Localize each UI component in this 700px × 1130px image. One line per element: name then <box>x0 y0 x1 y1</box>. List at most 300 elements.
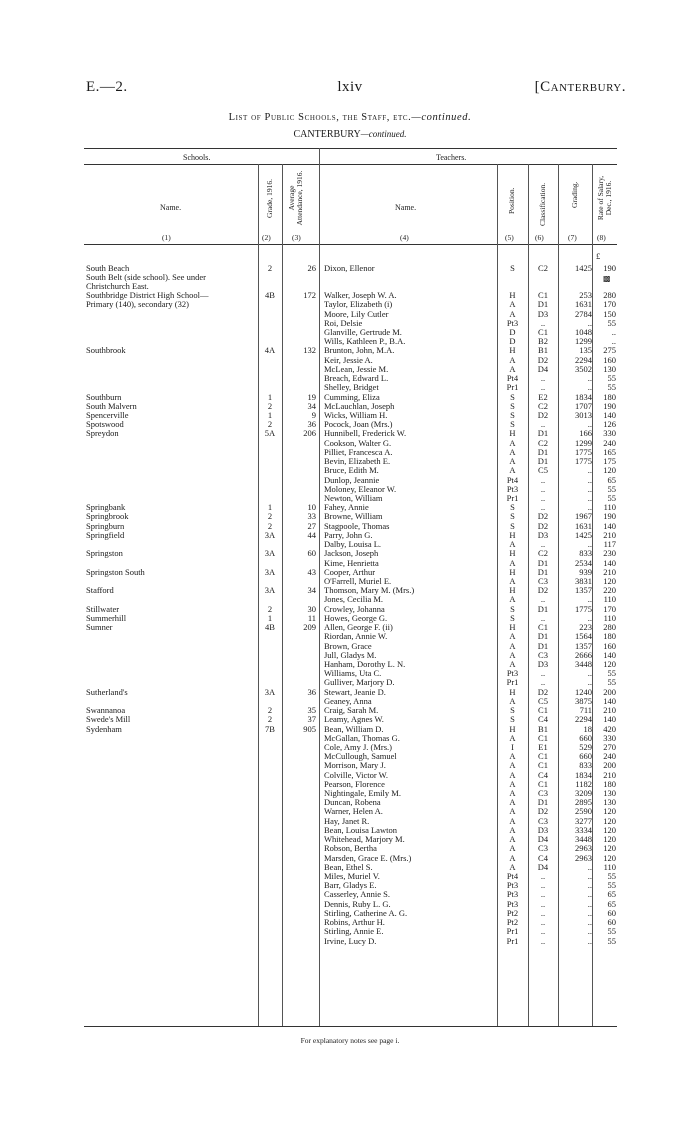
teacher-grading: 2963 <box>575 852 592 863</box>
salary-rate: 240 <box>603 751 616 762</box>
salary-rate: 55 <box>607 677 616 688</box>
teacher-position: A <box>509 299 516 310</box>
salary-rate: 55 <box>607 880 616 891</box>
teacher-classification: C2 <box>538 262 548 273</box>
salary-rate: 120 <box>603 824 616 835</box>
teacher-name: Cookson, Walter G. <box>324 437 392 448</box>
school-name: Springburn <box>86 520 125 531</box>
subtitle-suffix: —continued. <box>360 129 407 139</box>
teacher-position: A <box>509 797 516 808</box>
school-name: Spreydon <box>86 428 119 439</box>
teacher-grading: .. <box>587 668 592 679</box>
teacher-name: Bruce, Edith M. <box>324 465 379 476</box>
school-name: Stafford <box>86 585 114 596</box>
salary-rate: 60 <box>607 907 616 918</box>
salary-rate: 120 <box>603 834 616 845</box>
salary-rate: 120 <box>603 575 616 586</box>
header-bottom-rule <box>84 244 617 245</box>
teacher-position: S <box>510 502 515 513</box>
teacher-name: Bean, Ethel S. <box>324 861 373 872</box>
average-attendance: 35 <box>307 705 316 716</box>
teacher-position: A <box>509 308 516 319</box>
teacher-grading: .. <box>587 935 592 946</box>
table-top-rule <box>84 148 617 149</box>
school-grade: 3A <box>264 686 276 697</box>
salary-rate: 330 <box>603 428 616 439</box>
salary-rate: 130 <box>603 797 616 808</box>
teacher-grading: 529 <box>579 741 592 752</box>
teacher-grading: .. <box>587 382 592 393</box>
school-grade: 2 <box>267 603 273 614</box>
average-attendance: 11 <box>307 612 316 623</box>
teacher-grading: 833 <box>579 760 592 771</box>
teacher-grading: 3013 <box>575 410 592 421</box>
school-name: Southbrook <box>86 345 126 356</box>
teacher-position: A <box>509 769 516 780</box>
teacher-grading: 711 <box>579 705 592 716</box>
school-grade: 1 <box>267 612 273 623</box>
school-grade: 1 <box>267 502 273 513</box>
teacher-position: A <box>509 649 516 660</box>
teacher-classification: .. <box>540 539 546 550</box>
teacher-classification: .. <box>540 898 546 909</box>
salary-rate: 190 <box>603 262 616 273</box>
teacher-grading: .. <box>587 889 592 900</box>
teacher-position: H <box>509 686 516 697</box>
grading-header: Grading. <box>570 181 579 208</box>
teacher-grading: .. <box>587 677 592 688</box>
teacher-classification: D1 <box>537 603 549 614</box>
average-attendance: 34 <box>307 585 316 596</box>
teacher-grading: 939 <box>579 566 592 577</box>
teacher-name: Pearson, Florence <box>324 778 385 789</box>
teacher-position: Pr1 <box>506 382 519 393</box>
subtitle-main: CANTERBURY <box>293 129 361 140</box>
teacher-grading: .. <box>587 594 592 605</box>
teacher-name: Jull, Gladys M. <box>324 649 377 660</box>
teacher-classification: D3 <box>537 658 549 669</box>
teacher-name: Keir, Jessie A. <box>324 354 373 365</box>
position-header: Position. <box>507 187 516 214</box>
teacher-name: Cooper, Arthur <box>324 566 376 577</box>
teacher-classification: .. <box>540 926 546 937</box>
teacher-classification: .. <box>540 889 546 900</box>
teacher-grading: 3334 <box>575 824 592 835</box>
teacher-position: A <box>509 575 516 586</box>
salary-rate: 165 <box>603 446 616 457</box>
teacher-position: D <box>509 336 516 347</box>
school-name: Springfield <box>86 529 125 540</box>
salary-rate: 180 <box>603 778 616 789</box>
teacher-grading: 1834 <box>575 391 592 402</box>
salary-rate: 55 <box>607 373 616 384</box>
salary-rate: 55 <box>607 926 616 937</box>
salary-rate: 120 <box>603 465 616 476</box>
teacher-classification: .. <box>540 612 546 623</box>
teacher-grading: 3502 <box>575 363 592 374</box>
teacher-name: Breach, Edward L. <box>324 373 389 384</box>
salary-rate: 65 <box>607 474 616 485</box>
school-grade: 3A <box>264 529 276 540</box>
school-name: South Beach <box>86 262 130 273</box>
teacher-name: Bevin, Elizabeth E. <box>324 456 391 467</box>
school-name: Springston <box>86 548 123 559</box>
teacher-grading: 1564 <box>575 631 592 642</box>
average-attendance: 36 <box>307 686 316 697</box>
teacher-name: Roi, Delsie <box>324 317 363 328</box>
teacher-classification: .. <box>540 907 546 918</box>
teacher-classification: .. <box>540 677 546 688</box>
teacher-grading: 2294 <box>575 354 592 365</box>
margin-stamp-icon: ▩ <box>603 274 611 283</box>
salary-rate: 55 <box>607 483 616 494</box>
teacher-name: Hanham, Dorothy L. N. <box>324 658 406 669</box>
school-grade: 2 <box>267 419 273 430</box>
teacher-name: Leamy, Agnes W. <box>324 714 384 725</box>
school-name: Sutherland's <box>86 686 128 697</box>
teacher-position: Pt2 <box>506 917 519 928</box>
teacher-position: Pt2 <box>506 907 519 918</box>
classification-header: Classification. <box>538 182 547 226</box>
salary-rate: 140 <box>603 649 616 660</box>
teacher-grading: 660 <box>579 751 592 762</box>
school-name: South Belt (side school). See under <box>86 271 206 282</box>
salary-rate: 210 <box>603 566 616 577</box>
teacher-position: A <box>509 640 516 651</box>
teacher-name: Stirling, Catherine A. G. <box>324 907 408 918</box>
teacher-classification: B2 <box>538 336 548 347</box>
attendance-header: Average Attendance, 1916. <box>287 170 304 226</box>
teacher-name: Brunton, John, M.A. <box>324 345 395 356</box>
salary-rate: 150 <box>603 308 616 319</box>
teacher-position: S <box>510 262 515 273</box>
teacher-classification: C3 <box>538 788 548 799</box>
column-number: (6) <box>535 233 544 242</box>
teacher-grading: 1775 <box>575 603 592 614</box>
teachers-group-header: Teachers. <box>436 153 467 162</box>
salary-rate: 65 <box>607 889 616 900</box>
teacher-classification: D1 <box>537 446 549 457</box>
school-grade: 2 <box>267 714 273 725</box>
school-name: Springbank <box>86 502 126 513</box>
salary-rate: 170 <box>603 299 616 310</box>
teacher-classification: .. <box>540 880 546 891</box>
teacher-classification: D1 <box>537 631 549 642</box>
salary-rate: 110 <box>603 594 616 605</box>
teacher-name: Newton, William <box>324 493 383 503</box>
teacher-grading: 253 <box>579 290 592 301</box>
average-attendance: 10 <box>307 502 316 513</box>
salary-rate: 65 <box>607 898 616 909</box>
teacher-grading: 18 <box>583 723 592 734</box>
teacher-name: Glanville, Gertrude M. <box>324 327 402 338</box>
teacher-position: A <box>509 843 516 854</box>
school-grade: 3A <box>264 548 276 559</box>
teacher-grading: 2590 <box>575 806 592 817</box>
school-name: Christchurch East. <box>86 280 149 291</box>
school-grade: 2 <box>267 705 273 716</box>
salary-rate: 110 <box>603 612 616 623</box>
teacher-grading: 3277 <box>575 815 592 826</box>
column-number: (1) <box>162 233 171 242</box>
teacher-grading: 1357 <box>575 585 592 596</box>
column-number: (8) <box>597 233 606 242</box>
teacher-grading: .. <box>587 502 592 513</box>
salary-rate: 200 <box>603 686 616 697</box>
teacher-position: Pt3 <box>506 317 519 328</box>
salary-rate: 270 <box>603 741 616 752</box>
teacher-position: A <box>509 446 516 457</box>
school-grade: 2 <box>267 511 273 522</box>
average-attendance: 36 <box>307 419 316 430</box>
salary-rate: 330 <box>603 732 616 743</box>
teacher-grading: 1357 <box>575 640 592 651</box>
teacher-name: Cumming, Eliza <box>324 391 380 402</box>
teacher-classification: C2 <box>538 437 548 448</box>
teacher-position: H <box>509 529 516 540</box>
school-name-header: Name. <box>160 203 182 212</box>
teacher-position: A <box>509 437 516 448</box>
teacher-classification: D1 <box>537 557 549 568</box>
teacher-name: Dennis, Ruby L. G. <box>324 898 391 909</box>
average-attendance: 60 <box>307 548 316 559</box>
average-attendance: 19 <box>307 391 316 402</box>
teacher-classification: D1 <box>537 797 549 808</box>
teacher-grading: 1967 <box>575 511 592 522</box>
teacher-classification: C1 <box>538 732 548 743</box>
teacher-classification: .. <box>540 474 546 485</box>
teacher-grading: 3448 <box>575 658 592 669</box>
salary-rate: 120 <box>603 843 616 854</box>
salary-rate: 180 <box>603 391 616 402</box>
teacher-classification: C3 <box>538 649 548 660</box>
table-row <box>0 937 700 946</box>
salary-rate: 160 <box>603 640 616 651</box>
salary-rate: 420 <box>603 723 616 734</box>
teacher-position: Pt4 <box>506 373 519 384</box>
page-number: lxiv <box>337 79 363 95</box>
teacher-name: Warner, Helen A. <box>324 806 383 817</box>
teacher-name: Crowley, Johanna <box>324 603 385 614</box>
teacher-classification: D4 <box>537 363 549 374</box>
teacher-position: H <box>509 428 516 439</box>
school-grade: 3A <box>264 566 276 577</box>
teacher-grading: .. <box>587 493 592 503</box>
teacher-grading: 166 <box>579 428 592 439</box>
teacher-name: Irvine, Lucy D. <box>324 935 377 946</box>
teacher-classification: C5 <box>538 695 548 706</box>
teacher-classification: .. <box>540 419 546 430</box>
teacher-position: S <box>510 391 515 402</box>
teacher-position: D <box>509 327 516 338</box>
school-grade: 1 <box>267 410 273 421</box>
average-attendance: 27 <box>307 520 316 531</box>
teacher-grading: .. <box>587 880 592 891</box>
salary-rate: 220 <box>603 585 616 596</box>
teacher-classification: C5 <box>538 465 548 476</box>
teacher-position: Pt4 <box>506 871 519 882</box>
teacher-position: H <box>509 585 516 596</box>
salary-rate: 60 <box>607 917 616 928</box>
teacher-classification: .. <box>540 917 546 928</box>
school-grade: 2 <box>267 520 273 531</box>
teacher-classification: C2 <box>538 400 548 411</box>
average-attendance: 206 <box>303 428 316 439</box>
teacher-name: Marsden, Grace E. (Mrs.) <box>324 852 412 863</box>
teacher-classification: D1 <box>537 640 549 651</box>
group-header-rule <box>84 164 617 165</box>
average-attendance: 34 <box>307 400 316 411</box>
teacher-position: A <box>509 760 516 771</box>
salary-rate: .. <box>611 327 616 338</box>
teacher-name: Kime, Henrietta <box>324 557 379 568</box>
teacher-classification: D1 <box>537 456 549 467</box>
school-name: Springston South <box>86 566 145 577</box>
teacher-classification: .. <box>540 594 546 605</box>
school-grade: 4A <box>264 345 276 356</box>
teacher-position: Pt3 <box>506 889 519 900</box>
teacher-classification: E2 <box>538 391 548 402</box>
teacher-position: S <box>510 705 515 716</box>
teacher-position: Pt4 <box>506 474 519 485</box>
teacher-name: McCullough, Samuel <box>324 751 397 762</box>
salary-rate: 140 <box>603 714 616 725</box>
page-ref-left: E.—2. <box>86 79 128 95</box>
teacher-position: H <box>509 548 516 559</box>
school-name: Sydenham <box>86 723 122 734</box>
teacher-classification: .. <box>540 382 546 393</box>
teacher-classification: C4 <box>538 714 548 725</box>
teacher-position: A <box>509 788 516 799</box>
teacher-grading: 3448 <box>575 834 592 845</box>
teacher-name: Robins, Arthur H. <box>324 917 385 928</box>
teacher-position: Pr1 <box>506 935 519 946</box>
teacher-position: A <box>509 539 516 550</box>
teacher-position: Pt3 <box>506 880 519 891</box>
school-grade: 2 <box>267 262 273 273</box>
teacher-name: Shelley, Bridget <box>324 382 379 393</box>
teacher-classification: D2 <box>537 354 549 365</box>
school-grade: 7B <box>265 723 275 734</box>
column-number: (3) <box>292 233 301 242</box>
teacher-position: S <box>510 511 515 522</box>
teacher-grading: 2895 <box>575 797 592 808</box>
teacher-position: H <box>509 290 516 301</box>
teacher-classification: C1 <box>538 290 548 301</box>
schools-group-header: Schools. <box>183 153 211 162</box>
teacher-classification: D2 <box>537 806 549 817</box>
teacher-classification: B1 <box>538 723 548 734</box>
school-name: Springbrook <box>86 511 129 522</box>
salary-rate: 140 <box>603 695 616 706</box>
table-bottom-rule <box>84 1026 617 1027</box>
teacher-name: Robson, Bertha <box>324 843 377 854</box>
salary-rate: 210 <box>603 769 616 780</box>
teacher-grading: 1299 <box>575 437 592 448</box>
column-number: (2) <box>262 233 271 242</box>
teacher-classification: D3 <box>537 308 549 319</box>
teacher-grading: .. <box>587 317 592 328</box>
school-name: Spotswood <box>86 419 124 430</box>
teacher-name: Bean, Louisa Lawton <box>324 824 397 835</box>
teacher-name: Jones, Cecilia M. <box>324 594 384 605</box>
teacher-position: Pr1 <box>506 493 519 503</box>
footnote: For explanatory notes see page i. <box>300 1036 400 1045</box>
teacher-grading: .. <box>587 373 592 384</box>
teacher-position: S <box>510 612 515 623</box>
teacher-name: Whitehead, Marjory M. <box>324 834 405 845</box>
salary-rate: 175 <box>603 456 616 467</box>
teacher-name: Howes, George G. <box>324 612 388 623</box>
teacher-classification: .. <box>540 493 546 503</box>
teacher-position: A <box>509 824 516 835</box>
teacher-grading: 1775 <box>575 456 592 467</box>
school-grade: 1 <box>267 391 273 402</box>
salary-rate: 55 <box>607 317 616 328</box>
teacher-classification: .. <box>540 483 546 494</box>
teacher-classification: C4 <box>538 769 548 780</box>
teacher-name: Colville, Victor W. <box>324 769 389 780</box>
salary-rate: 140 <box>603 410 616 421</box>
salary-rate: 130 <box>603 363 616 374</box>
school-grade: 3A <box>264 585 276 596</box>
teacher-name: Cole, Amy J. (Mrs.) <box>324 741 392 752</box>
currency-symbol: £ <box>596 251 601 261</box>
teacher-position: A <box>509 354 516 365</box>
teacher-grading: 1707 <box>575 400 592 411</box>
school-grade: 2 <box>267 400 273 411</box>
teacher-position: H <box>509 723 516 734</box>
teacher-grading: .. <box>587 907 592 918</box>
teacher-grading: 3831 <box>575 575 592 586</box>
salary-rate: 210 <box>603 705 616 716</box>
teacher-grading: 1631 <box>575 520 592 531</box>
teacher-position: I <box>511 741 514 752</box>
teacher-position: Pt3 <box>506 483 519 494</box>
salary-rate: 280 <box>603 622 616 633</box>
teacher-grading: 660 <box>579 732 592 743</box>
teacher-name: Pocock, Joan (Mrs.) <box>324 419 393 430</box>
teacher-position: Pt3 <box>506 668 519 679</box>
teacher-classification: D3 <box>537 824 549 835</box>
teacher-position: A <box>509 778 516 789</box>
teacher-name: McLauchlan, Joseph <box>324 400 395 411</box>
teacher-classification: .. <box>540 373 546 384</box>
teacher-classification: D3 <box>537 529 549 540</box>
salary-rate: 120 <box>603 852 616 863</box>
teacher-grading: 2666 <box>575 649 592 660</box>
teacher-classification: B1 <box>538 345 548 356</box>
teacher-name: Allen, George F. (ii) <box>324 622 393 633</box>
teacher-name: Wills, Kathleen P., B.A. <box>324 336 406 347</box>
teacher-name-header: Name. <box>395 203 417 212</box>
teacher-position: A <box>509 631 516 642</box>
teacher-position: H <box>509 622 516 633</box>
teacher-name: Geaney, Anna <box>324 695 372 706</box>
school-name: Spencerville <box>86 410 129 421</box>
teacher-name: McLean, Jessie M. <box>324 363 389 374</box>
teacher-name: Dixon, Ellenor <box>324 262 375 273</box>
teacher-position: A <box>509 594 516 605</box>
teacher-position: A <box>509 806 516 817</box>
teacher-name: Pilliet, Francesca A. <box>324 446 393 457</box>
salary-rate: 275 <box>603 345 616 356</box>
teacher-position: A <box>509 732 516 743</box>
teacher-classification: D4 <box>537 861 549 872</box>
teacher-grading: .. <box>587 926 592 937</box>
salary-rate: 180 <box>603 631 616 642</box>
teacher-grading: .. <box>587 898 592 909</box>
